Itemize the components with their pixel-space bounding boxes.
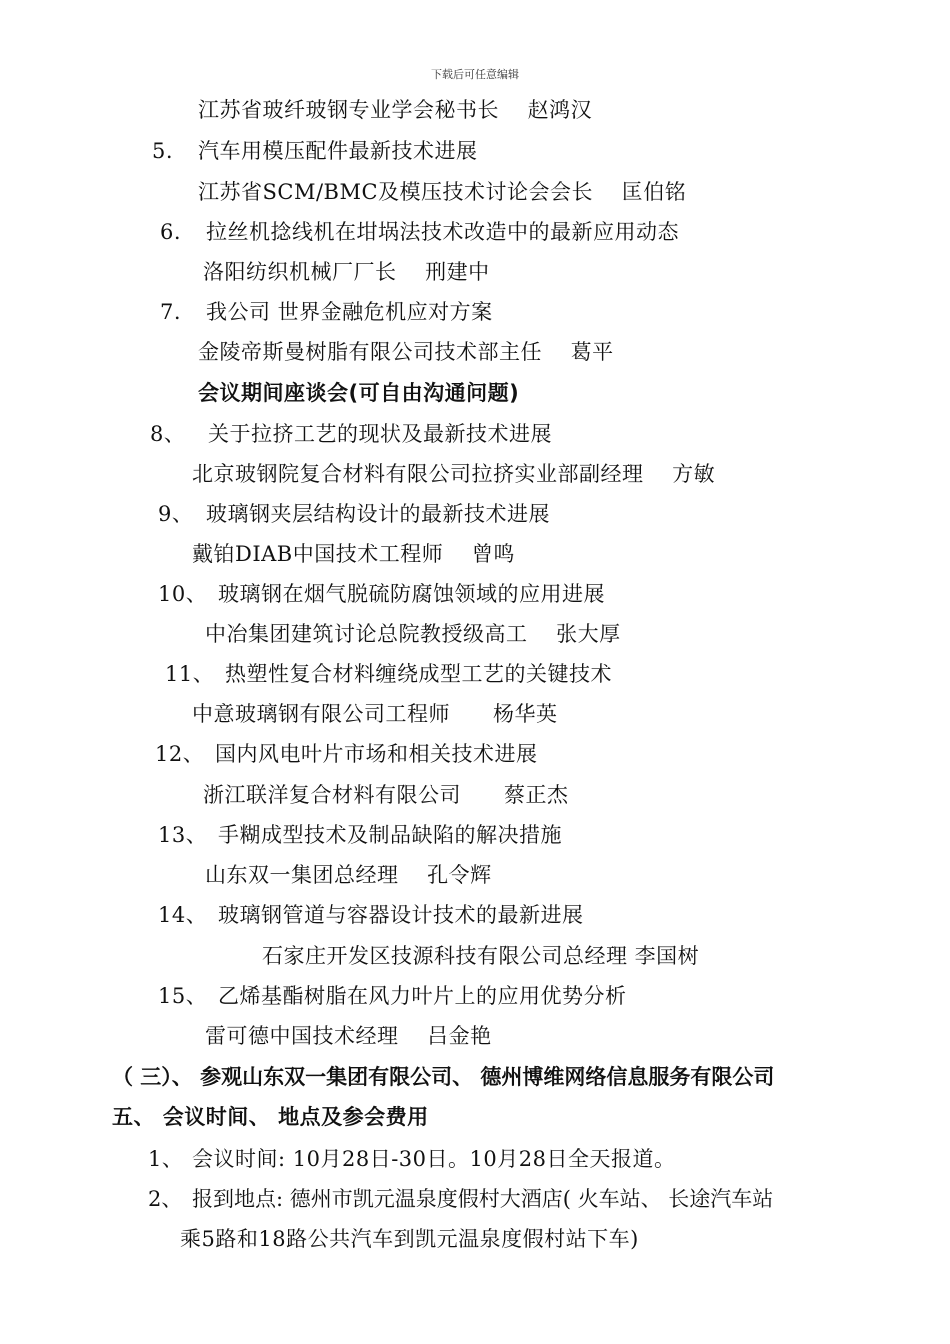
agenda-item: 8、 关于拉挤工艺的现状及最新技术进展 — [150, 422, 552, 446]
meeting-time-line: 1、 会议时间: 10月28日-30日。10月28日全天报道。 — [148, 1147, 676, 1171]
agenda-item: 14、 玻璃钢管道与容器设计技术的最新进展 — [158, 903, 584, 927]
speaker-line: 洛阳纺织机械厂厂长 刑建中 — [203, 260, 490, 284]
agenda-item: 12、 国内风电叶片市场和相关技术进展 — [155, 742, 538, 766]
speaker-line: 石家庄开发区技源科技有限公司总经理 李国树 — [262, 944, 700, 968]
section-heading-meeting-info: 五、 会议时间、 地点及参会费用 — [112, 1105, 429, 1129]
agenda-item: 10、 玻璃钢在烟气脱硫防腐蚀领域的应用进展 — [158, 582, 605, 606]
meeting-location-continued: 乘5路和18路公共汽车到凯元温泉度假村站下车) — [180, 1227, 639, 1251]
speaker-line: 浙江联洋复合材料有限公司 蔡正杰 — [203, 783, 569, 807]
speaker-line: 戴铂DIAB中国技术工程师 曾鸣 — [192, 542, 515, 566]
agenda-item: 13、 手糊成型技术及制品缺陷的解决措施 — [158, 823, 562, 847]
speaker-line: 山东双一集团总经理 孔令辉 — [205, 863, 492, 887]
speaker-line: 江苏省玻纤玻钢专业学会秘书长 赵鸿汉 — [198, 98, 593, 122]
agenda-item: 6. 拉丝机捻线机在坩埚法技术改造中的最新应用动态 — [160, 220, 679, 244]
agenda-item: 9、 玻璃钢夹层结构设计的最新技术进展 — [158, 502, 550, 526]
speaker-line: 中意玻璃钢有限公司工程师 杨华英 — [192, 702, 558, 726]
speaker-line: 北京玻钢院复合材料有限公司拉挤实业部副经理 方敏 — [192, 462, 716, 486]
meeting-location-line: 2、 报到地点: 德州市凯元温泉度假村大酒店( 火车站、 长途汽车站 — [148, 1187, 774, 1211]
agenda-item: 5. 汽车用模压配件最新技术进展 — [152, 139, 478, 163]
agenda-item: 11、 热塑性复合材料缠绕成型工艺的关键技术 — [165, 662, 612, 686]
speaker-line: 金陵帝斯曼树脂有限公司技术部主任 葛平 — [198, 340, 614, 364]
agenda-item: 15、 乙烯基酯树脂在风力叶片上的应用优势分析 — [158, 984, 627, 1008]
speaker-line: 雷可德中国技术经理 吕金艳 — [205, 1024, 492, 1048]
session-heading: 会议期间座谈会(可自由沟通问题) — [198, 381, 520, 405]
page-header-note: 下载后可任意编辑 — [431, 68, 519, 81]
speaker-line: 中冶集团建筑讨论总院教授级高工 张大厚 — [205, 622, 621, 646]
agenda-item: 7. 我公司 世界金融危机应对方案 — [160, 300, 493, 324]
section-heading-visit: （ 三）、 参观山东双一集团有限公司、 德州博维网络信息服务有限公司 — [112, 1065, 775, 1089]
speaker-line: 江苏省SCM/BMC及模压技术讨论会会长 匡伯铭 — [198, 180, 687, 204]
